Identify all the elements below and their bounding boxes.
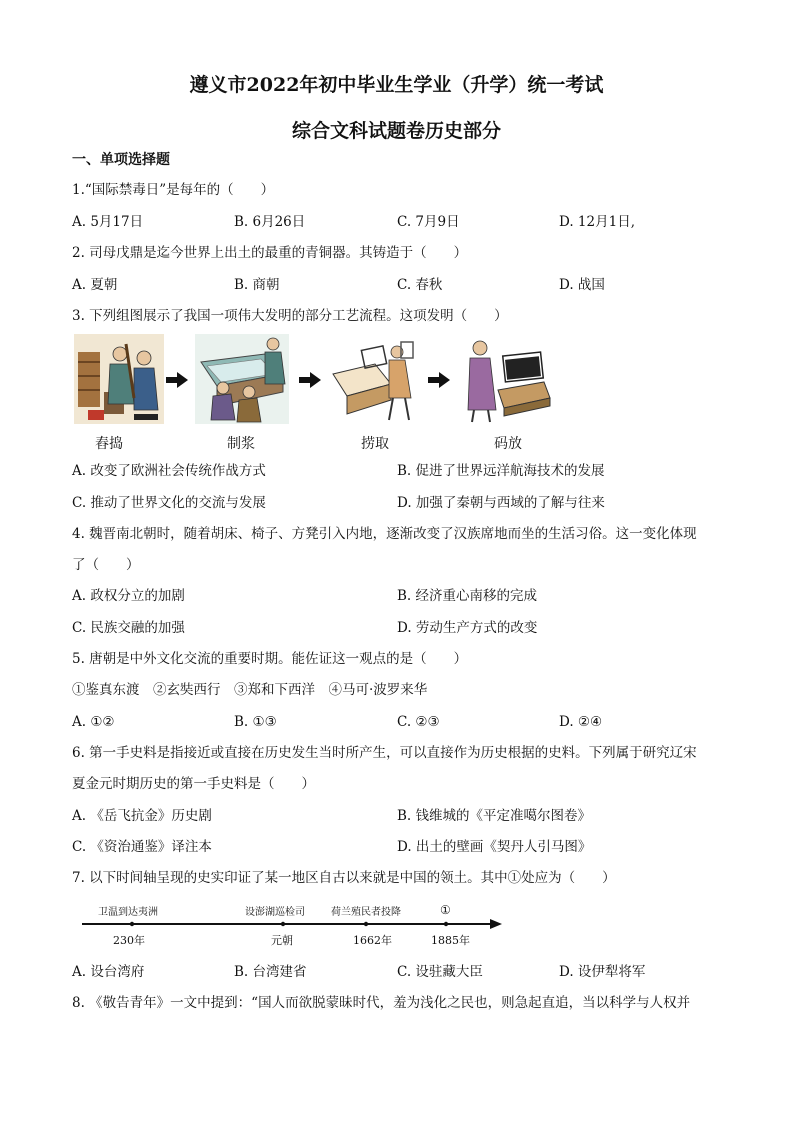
q7-option-d: D. 设伊犁将军	[559, 964, 646, 980]
q5-items: ①鉴真东渡 ②玄奘西行 ③郑和下西洋 ④马可·波罗来华	[72, 682, 428, 698]
q1-option-c: C. 7月9日	[397, 214, 460, 230]
q2-option-d: D. 战国	[559, 277, 605, 293]
q4-option-a: A. 政权分立的加剧	[72, 588, 185, 604]
q3-option-d: D. 加强了秦朝与西域的了解与往来	[397, 495, 605, 511]
q6-option-a: A. 《岳飞抗金》历史剧	[72, 808, 212, 824]
q8-stem: 8. 《敬告青年》一文中提到：“国人而欲脱蒙昧时代，羞为浅化之民也，则急起直追，当以科学与人权并	[72, 995, 691, 1011]
q6-option-b: B. 钱维城的《平定准噶尔图卷》	[397, 808, 592, 824]
q5-option-b: B. ①③	[234, 714, 277, 730]
pulp-making-illustration	[195, 334, 289, 424]
timeline-axis	[78, 916, 508, 932]
arrow-icon	[166, 372, 188, 388]
timeline-event-2: 设澎湖巡检司	[245, 907, 305, 918]
q1-stem: 1.“国际禁毒日”是每年的（ ）	[72, 182, 275, 198]
q6-stem-line2: 夏金元时期历史的第一手史料是（ ）	[72, 776, 315, 792]
q5-stem: 5. 唐朝是中外文化交流的重要时期。能佐证这一观点的是（ ）	[72, 651, 468, 667]
scooping-illustration	[329, 334, 417, 424]
q4-option-b: B. 经济重心南移的完成	[397, 588, 538, 604]
timeline-date-4: 1885年	[431, 934, 470, 947]
pounding-illustration	[74, 334, 164, 424]
q4-stem-line1: 4. 魏晋南北朝时，随着胡床、椅子、方凳引入内地，逐渐改变了汉族席地而坐的生活习俗。这一变化体现	[72, 526, 697, 542]
timeline-date-2: 元朝	[271, 934, 293, 947]
q3-stem: 3. 下列组图展示了我国一项伟大发明的部分工艺流程。这项发明（ ）	[72, 308, 508, 324]
q4-option-c: C. 民族交融的加强	[72, 620, 185, 636]
q3-option-a: A. 改变了欧洲社会传统作战方式	[72, 463, 266, 479]
timeline-event-1: 卫温到达夷洲	[98, 907, 158, 918]
q2-option-a: A. 夏朝	[72, 277, 118, 293]
stacking-illustration	[458, 334, 554, 424]
q4-option-d: D. 劳动生产方式的改变	[397, 620, 538, 636]
q3-option-c: C. 推动了世界文化的交流与发展	[72, 495, 266, 511]
timeline-event-3: 荷兰殖民者投降	[331, 907, 401, 918]
q7-option-b: B. 台湾建省	[234, 964, 307, 980]
q1-option-a: A. 5月17日	[72, 214, 144, 230]
q2-option-b: B. 商朝	[234, 277, 280, 293]
q4-stem-line2: 了（ ）	[72, 557, 140, 573]
q1-option-b: B. 6月26日	[234, 214, 306, 230]
page-title-line2: 综合文科试题卷历史部分	[291, 120, 501, 142]
q7-option-a: A. 设台湾府	[72, 964, 145, 980]
q3-option-b: B. 促进了世界远洋航海技术的发展	[397, 463, 605, 479]
q2-option-c: C. 春秋	[397, 277, 443, 293]
timeline-date-1: 230年	[113, 934, 145, 947]
arrow-icon	[299, 372, 321, 388]
section-heading: 一、单项选择题	[72, 152, 170, 168]
q3-caption-2: 制浆	[227, 436, 255, 452]
q7-option-c: C. 设驻藏大臣	[397, 964, 483, 980]
page-title-line1: 遵义市2022年初中毕业生学业（升学）统一考试	[189, 74, 604, 96]
q3-caption-1: 舂捣	[95, 436, 123, 452]
q5-option-a: A. ①②	[72, 714, 115, 730]
q6-option-d: D. 出土的壁画《契丹人引马图》	[397, 839, 592, 855]
q3-caption-3: 捞取	[361, 436, 389, 452]
q5-option-c: C. ②③	[397, 714, 440, 730]
q7-stem: 7. 以下时间轴呈现的史实印证了某一地区自古以来就是中国的领土。其中①处应为（ ）	[72, 870, 616, 886]
q1-option-d: D. 12月1日,	[559, 214, 635, 230]
q6-option-c: C. 《资治通鉴》译注本	[72, 839, 212, 855]
q3-caption-4: 码放	[494, 436, 522, 452]
arrow-icon	[428, 372, 450, 388]
q5-option-d: D. ②④	[559, 714, 603, 730]
timeline-event-4-marker: ①	[440, 903, 451, 917]
q2-stem: 2. 司母戊鼎是迄今世界上出土的最重的青铜器。其铸造于（ ）	[72, 245, 468, 261]
timeline-date-3: 1662年	[353, 934, 392, 947]
q6-stem-line1: 6. 第一手史料是指接近或直接在历史发生当时所产生，可以直接作为历史根据的史料。下列属于研究辽宋	[72, 745, 697, 761]
